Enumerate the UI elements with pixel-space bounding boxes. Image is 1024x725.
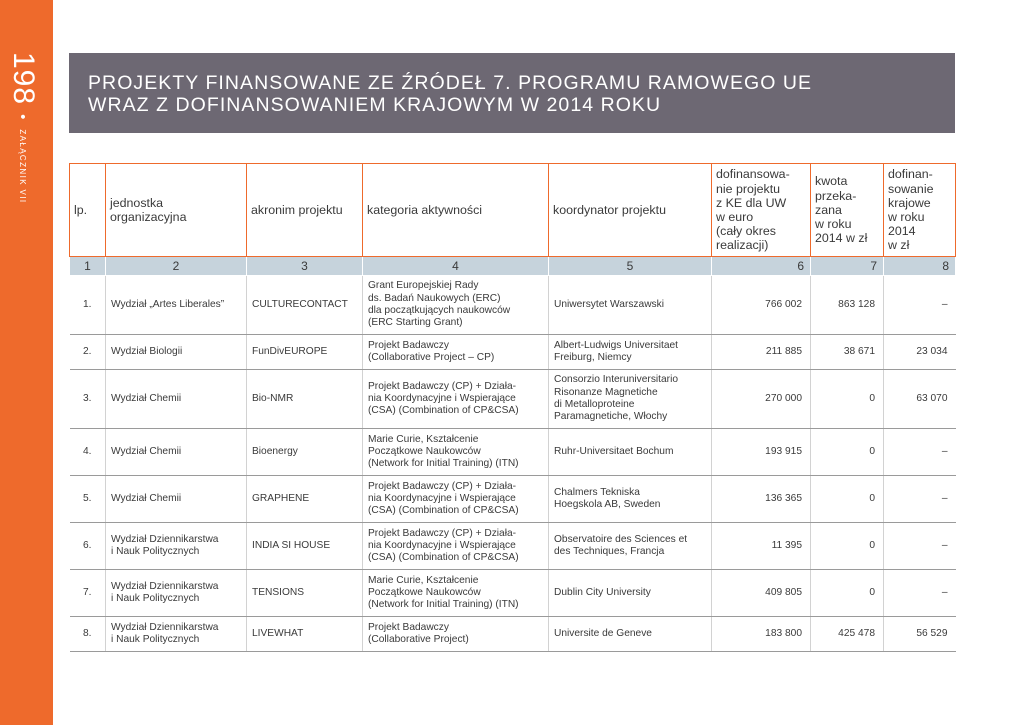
table-row [70,476,956,523]
cell-coordinator: Albert-Ludwigs Universitaet Freiburg, Niemcy [549,335,712,370]
cell-ke-funding: 183 800 [712,617,811,652]
cell-acronym: LIVEWHAT [247,617,363,652]
table-row [70,429,956,476]
cell-unit: Wydział Chemii [106,476,247,523]
header-acronym: akronim projektu [247,164,363,257]
table-row [70,570,956,617]
header-unit: jednostka organizacyjna [106,164,247,257]
cell-category: Projekt Badawczy (CP) + Działa- nia Koordynacyjne i Wspierające (CSA) (Combination of CP&CSA) [363,523,549,570]
cell-unit: Wydział Chemii [106,370,247,429]
cell-lp: 2. [70,335,106,370]
column-number: 6 [712,257,811,276]
table-row [70,523,956,570]
cell-national-funding: – [884,476,956,523]
cell-transfer-2014: 0 [811,429,884,476]
table-body [70,276,956,652]
table-row [70,370,956,429]
header-category: kategoria aktywności [363,164,549,257]
cell-ke-funding: 409 805 [712,570,811,617]
cell-lp: 1. [70,276,106,335]
cell-lp: 5. [70,476,106,523]
cell-transfer-2014: 0 [811,370,884,429]
cell-coordinator: Universite de Geneve [549,617,712,652]
cell-acronym: INDIA SI HOUSE [247,523,363,570]
cell-category: Projekt Badawczy (CP) + Działa- nia Koordynacyjne i Wspierające (CSA) (Combination of CP&CSA) [363,370,549,429]
column-number: 3 [247,257,363,276]
cell-unit: Wydział Biologii [106,335,247,370]
column-number: 7 [811,257,884,276]
page-number: 198 [7,52,40,106]
cell-lp: 8. [70,617,106,652]
cell-national-funding: – [884,429,956,476]
cell-unit: Wydział „Artes Liberales” [106,276,247,335]
cell-ke-funding: 766 002 [712,276,811,335]
cell-acronym: Bioenergy [247,429,363,476]
cell-transfer-2014: 863 128 [811,276,884,335]
table-row [70,335,956,370]
cell-acronym: Bio-NMR [247,370,363,429]
cell-transfer-2014: 38 671 [811,335,884,370]
side-label [6,52,40,204]
cell-unit: Wydział Dziennikarstwa i Nauk Politycznych [106,570,247,617]
header-lp: lp. [70,164,106,257]
cell-national-funding: – [884,570,956,617]
header-coordinator: koordynator projektu [549,164,712,257]
table-row [70,276,956,335]
cell-ke-funding: 11 395 [712,523,811,570]
cell-lp: 7. [70,570,106,617]
cell-lp: 6. [70,523,106,570]
header-national-funding: dofinan- sowanie krajowe w roku 2014 w zł [884,164,956,257]
cell-acronym: GRAPHENE [247,476,363,523]
cell-coordinator: Consorzio Interuniversitario Risonanze Magnetiche di Metalloproteine Paramagnetiche, Włochy [549,370,712,429]
cell-national-funding: – [884,523,956,570]
cell-unit: Wydział Chemii [106,429,247,476]
cell-coordinator: Observatoire des Sciences et des Techniques, Francja [549,523,712,570]
header-transfer-2014: kwota przeka- zana w roku 2014 w zł [811,164,884,257]
table-row [70,617,956,652]
title-line-2: WRAZ Z DOFINANSOWANIEM KRAJOWYM W 2014 ROKU [88,94,662,116]
cell-acronym: TENSIONS [247,570,363,617]
column-number: 8 [884,257,956,276]
projects-table [69,163,956,652]
cell-coordinator: Uniwersytet Warszawski [549,276,712,335]
cell-unit: Wydział Dziennikarstwa i Nauk Politycznych [106,523,247,570]
header-row [70,164,956,257]
cell-ke-funding: 193 915 [712,429,811,476]
cell-transfer-2014: 0 [811,476,884,523]
cell-category: Grant Europejskiej Rady ds. Badań Naukowych (ERC) dla początkujących naukowców (ERC Starting Grant) [363,276,549,335]
cell-transfer-2014: 0 [811,523,884,570]
cell-national-funding: 56 529 [884,617,956,652]
cell-ke-funding: 211 885 [712,335,811,370]
cell-national-funding: 23 034 [884,335,956,370]
annex-label: ZAŁĄCZNIK VII [18,129,28,204]
side-bar [0,0,53,725]
column-number: 5 [549,257,712,276]
cell-lp: 4. [70,429,106,476]
cell-acronym: FunDivEUROPE [247,335,363,370]
cell-ke-funding: 270 000 [712,370,811,429]
cell-transfer-2014: 425 478 [811,617,884,652]
cell-coordinator: Dublin City University [549,570,712,617]
cell-category: Marie Curie, Kształcenie Początkowe Naukowców (Network for Initial Training) (ITN) [363,429,549,476]
cell-lp: 3. [70,370,106,429]
column-number-row [70,257,956,276]
cell-national-funding: 63 070 [884,370,956,429]
cell-category: Projekt Badawczy (CP) + Działa- nia Koordynacyjne i Wspierające (CSA) (Combination of CP&CSA) [363,476,549,523]
column-number: 2 [106,257,247,276]
header-ke-funding: dofinansowa- nie projektu z KE dla UW w euro (cały okres realizacji) [712,164,811,257]
cell-unit: Wydział Dziennikarstwa i Nauk Politycznych [106,617,247,652]
cell-coordinator: Ruhr-Universitaet Bochum [549,429,712,476]
cell-category: Marie Curie, Kształcenie Początkowe Naukowców (Network for Initial Training) (ITN) [363,570,549,617]
title-line-1: PROJEKTY FINANSOWANE ZE ŹRÓDEŁ 7. PROGRAMU RAMOWEGO UE [88,72,813,94]
cell-category: Projekt Badawczy (Collaborative Project) [363,617,549,652]
cell-transfer-2014: 0 [811,570,884,617]
cell-ke-funding: 136 365 [712,476,811,523]
separator-dot: • [14,114,32,120]
cell-coordinator: Chalmers Tekniska Hoegskola AB, Sweden [549,476,712,523]
cell-category: Projekt Badawczy (Collaborative Project – CP) [363,335,549,370]
column-number: 1 [70,257,106,276]
cell-acronym: CULTURECONTACT [247,276,363,335]
title-banner [69,53,955,133]
column-number: 4 [363,257,549,276]
cell-national-funding: – [884,276,956,335]
